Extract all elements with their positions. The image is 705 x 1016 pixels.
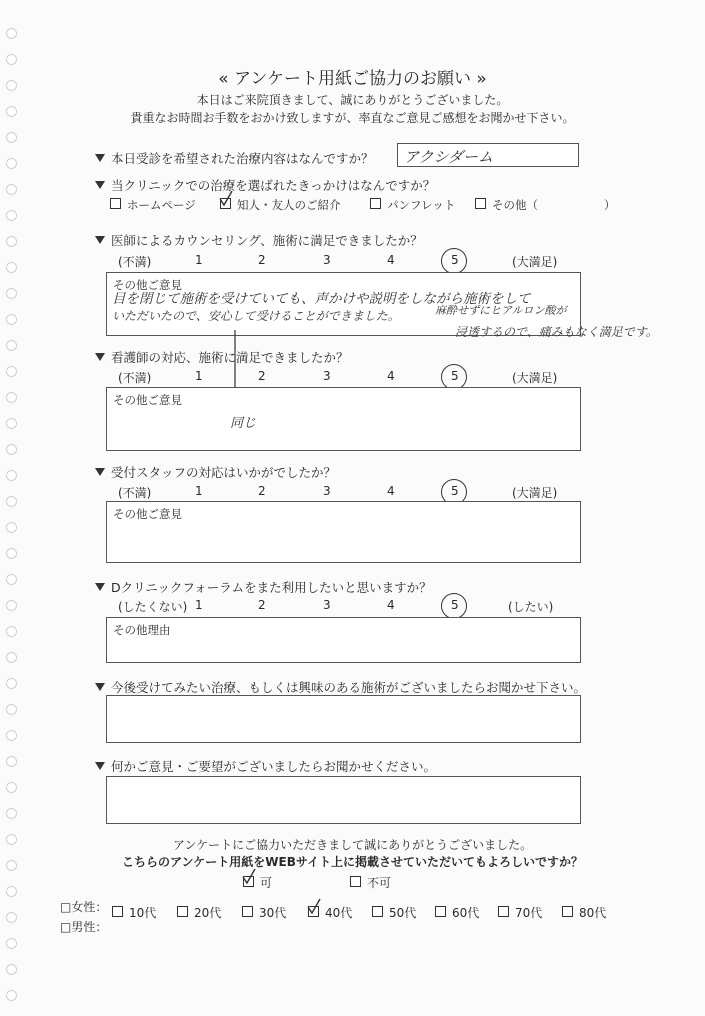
q7-question: 今後受けてみたい治療、もしくは興味のある施術がございましたらお聞かせ下さい。 [95, 678, 586, 696]
q3-comment-line-3: 浸透するので、痛みもなく満足です。 [455, 325, 658, 339]
q1-answer-field[interactable] [397, 143, 579, 167]
q3-selected-circle [441, 248, 467, 274]
q6-scale-1[interactable]: 1 [195, 598, 203, 612]
checkbox-icon [110, 198, 121, 209]
checkbox-icon [562, 906, 573, 917]
intro-line-2: 貴重なお時間お手数をおかけ致しますが、率直なご意見ご感想をお聞かせ下さい。 [130, 111, 575, 125]
age-40s[interactable]: 40代 [308, 904, 352, 921]
q3-comment-line-2b: 麻酔せずにヒアルロン酸が [435, 304, 567, 317]
q2-option-other-close: ） [604, 198, 616, 212]
q4-scale-5[interactable]: 5 [451, 369, 459, 383]
q5-scale-4[interactable]: 4 [387, 484, 395, 498]
q8-answer-box[interactable] [106, 776, 581, 824]
q6-scale-4[interactable]: 4 [387, 598, 395, 612]
bullet-icon [95, 181, 105, 189]
checkbox-icon [370, 198, 381, 209]
q4-comment: 同じ [230, 416, 257, 431]
bullet-icon [95, 353, 105, 361]
q5-low-label: (不満) [118, 486, 152, 500]
q5-question: 受付スタッフの対応はいかがでしたか？ [95, 463, 336, 481]
q4-scale-2[interactable]: 2 [258, 369, 266, 383]
q2-option-referral[interactable]: 知人・友人のご紹介 [220, 197, 341, 213]
q5-box-label: その他ご意見 [113, 507, 182, 521]
q5-scale-3[interactable]: 3 [323, 484, 331, 498]
age-80s[interactable]: 80代 [562, 904, 606, 921]
age-30s[interactable]: 30代 [242, 904, 286, 921]
age-60s[interactable]: 60代 [435, 904, 479, 921]
footer-permission-question: こちらのアンケート用紙をWEBサイト上に掲載させていただいてもよろしいですか？ [121, 855, 584, 869]
q5-scale-1[interactable]: 1 [195, 484, 203, 498]
intro-line-1: 本日はご来院頂きまして、誠にありがとうございました。 [196, 93, 509, 107]
bullet-icon [95, 154, 105, 162]
q2-option-homepage[interactable]: ホームページ [110, 197, 196, 213]
bullet-icon [95, 236, 105, 244]
checkmark-icon [241, 868, 257, 886]
q6-question: Dクリニックフォーラムをまた利用したいと思いますか？ [95, 578, 432, 596]
checkbox-icon [242, 906, 253, 917]
q4-box-label: その他ご意見 [113, 393, 182, 407]
age-70s[interactable]: 70代 [498, 904, 542, 921]
q3-scale-1[interactable]: 1 [195, 253, 203, 267]
q3-comment-line-2: いただいたので、安心して受けることができました。 [112, 309, 400, 323]
bullet-icon [95, 583, 105, 591]
bullet-icon [95, 762, 105, 770]
bullet-icon [95, 683, 105, 691]
q7-answer-box[interactable] [106, 695, 581, 743]
q3-scale-4[interactable]: 4 [387, 253, 395, 267]
q5-scale-2[interactable]: 2 [258, 484, 266, 498]
checkmark-icon [218, 190, 234, 208]
q4-scale-3[interactable]: 3 [323, 369, 331, 383]
permission-yes[interactable]: 可 [243, 874, 272, 891]
q6-box-label: その他理由 [113, 623, 171, 637]
checkbox-icon [475, 198, 486, 209]
checkbox-icon [372, 906, 383, 917]
q4-scale-1[interactable]: 1 [195, 369, 203, 383]
q2-question: 当クリニックでの治療を選ばれたきっかけはなんですか？ [95, 176, 435, 194]
footer-thanks: アンケートにご協力いただきまして誠にありがとうございました。 [172, 838, 533, 852]
q3-low-label: (不満) [118, 255, 152, 269]
q4-high-label: (大満足) [512, 371, 558, 385]
q3-box-label: その他ご意見 [113, 278, 182, 292]
checkbox-icon [435, 906, 446, 917]
checkbox-icon [498, 906, 509, 917]
q3-scale-5[interactable]: 5 [451, 253, 459, 267]
age-10s[interactable]: 10代 [112, 904, 156, 921]
q4-comment-box[interactable] [106, 387, 581, 451]
q3-question: 医師によるカウンセリング、施術に満足できましたか？ [95, 231, 423, 249]
q5-scale-5[interactable]: 5 [451, 484, 459, 498]
q6-comment-box[interactable] [106, 617, 581, 663]
q4-low-label: (不満) [118, 371, 152, 385]
permission-no[interactable]: 不可 [350, 874, 391, 891]
q2-option-pamphlet[interactable]: パンフレット [370, 197, 455, 213]
gender-male[interactable]: □男性： [60, 920, 108, 934]
q1-question: 本日受診を希望された治療内容はなんですか？ [95, 149, 374, 167]
q4-question: 看護師の対応、施術に満足できましたか？ [95, 348, 349, 366]
q3-high-label: (大満足) [512, 255, 558, 269]
checkmark-icon [306, 898, 322, 916]
q3-scale-3[interactable]: 3 [323, 253, 331, 267]
q6-scale-3[interactable]: 3 [323, 598, 331, 612]
q6-selected-circle [441, 593, 467, 619]
q6-low-label: (したくない) [118, 600, 188, 614]
checkbox-icon [177, 906, 188, 917]
q6-high-label: (したい) [508, 600, 554, 614]
q4-scale-4[interactable]: 4 [387, 369, 395, 383]
q6-scale-5[interactable]: 5 [451, 598, 459, 612]
checkbox-icon [112, 906, 123, 917]
gender-female[interactable]: □女性： [60, 900, 108, 914]
age-50s[interactable]: 50代 [372, 904, 416, 921]
bullet-icon [95, 468, 105, 476]
q8-question: 何かご意見・ご要望がございましたらお聞かせください。 [95, 757, 436, 775]
age-20s[interactable]: 20代 [177, 904, 221, 921]
page-title: « アンケート用紙ご協力のお願い » [218, 69, 487, 89]
q5-comment-box[interactable] [106, 501, 581, 563]
q3-comment-line-1: 目を閉じて施術を受けていても、声かけや説明をしながら施術をして [112, 291, 531, 307]
q3-scale-2[interactable]: 2 [258, 253, 266, 267]
q2-option-other[interactable]: その他（ [475, 197, 538, 213]
q1-answer: アクシダーム [404, 148, 493, 166]
checkbox-icon [350, 876, 361, 887]
q5-high-label: (大満足) [512, 486, 558, 500]
q6-scale-2[interactable]: 2 [258, 598, 266, 612]
